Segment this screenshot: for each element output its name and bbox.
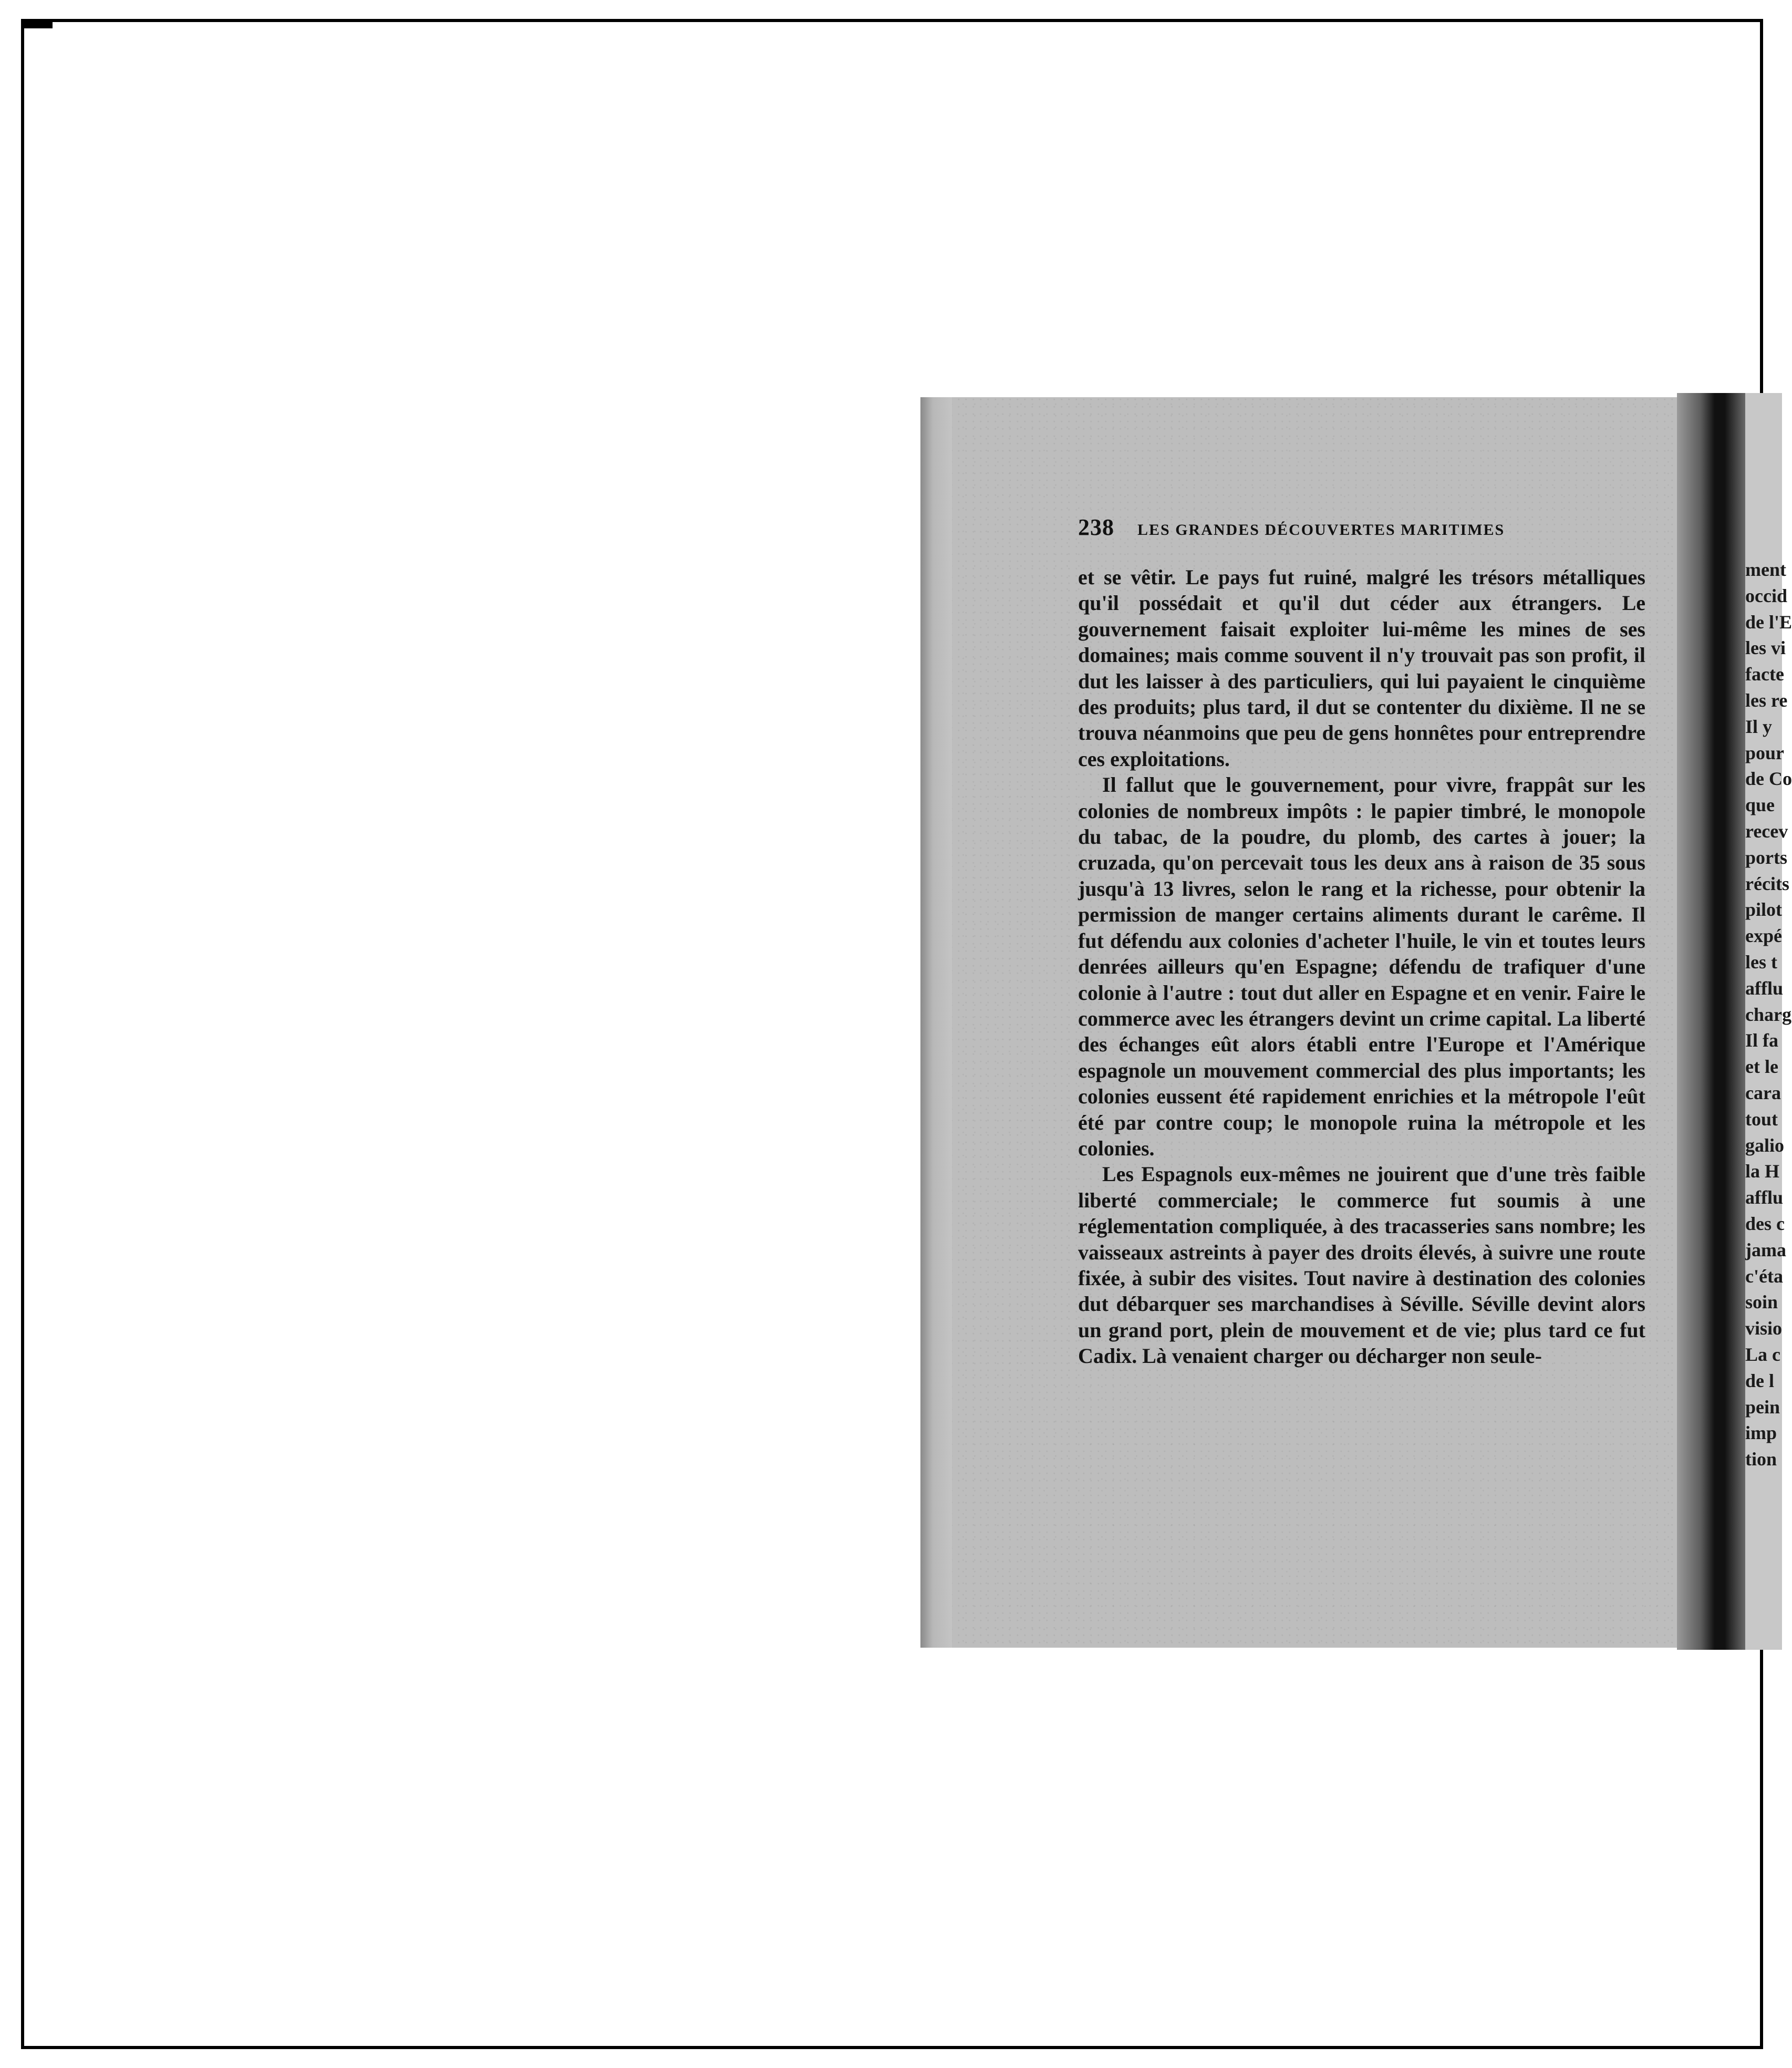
body-text [1078, 564, 1645, 1369]
running-head-title: LES GRANDES DÉCOUVERTES MARITIMES [1137, 521, 1505, 539]
right-page-line: pilot [1745, 899, 1783, 921]
right-page-line: des c [1745, 1213, 1785, 1234]
running-head [1078, 514, 1645, 541]
right-page-line: La c [1745, 1343, 1780, 1365]
left-page [920, 397, 1677, 1648]
right-page-line: et le [1745, 1056, 1778, 1078]
right-page-line: c'éta [1745, 1265, 1783, 1287]
paragraph: et se vêtir. Le pays fut ruiné, malgré les trésors métalliques qu'il possédait et qu'il dut céder aux étrangers. Le gouvernement faisait exploiter lui-même les mines de ses domaines; mais comme souvent il n'y trouvait pas son profit, il dut les laisser à des particuliers, qui lui payaient le cinquième des produits; plus tard, il dut se contenter du dixième. Il ne se trouva néanmoins que peu de gens honnêtes pour entreprendre ces exploitations. [1078, 565, 1645, 771]
book-spread [920, 393, 1792, 1650]
right-page-line: galio [1745, 1134, 1785, 1156]
right-page-line: afflu [1745, 1187, 1783, 1208]
right-page-line: occid [1745, 585, 1787, 606]
right-page-line: expé [1745, 925, 1782, 947]
right-page-line: Il y [1745, 716, 1773, 737]
right-page-line: Il fa [1745, 1030, 1778, 1051]
paragraph: Il fallut que le gouvernement, pour vivre, frappât sur les colonies de nombreux impôts : le papier timbré, le monopole du tabac, de la poudre, du plomb, des cartes à jouer; la cruzada, qu'on percevait tous les deux ans à raison de 35 sous jusqu'à 13 livres, selon le rang et la richesse, pour obtenir la permission de manger certains aliments durant le carême. Il fut défendu aux colonies d'acheter l'huile, le vin et toutes leurs denrées ailleurs qu'en Espagne; défendu de trafiquer d'une colonie à l'autre : tout dut aller en Espagne et en venir. Faire le commerce avec les étrangers devint un crime capital. La liberté des échanges eût alors établi entre l'Europe et l'Amérique espagnole un mouvement commercial des plus importants; les colonies eussent été rapidement enrichies et la métropole l'eût été par contre coup; le monopole ruina la métropole et les colonies. [1078, 773, 1645, 1160]
right-page-line: recev [1745, 820, 1788, 842]
right-page-line: ment [1745, 559, 1786, 580]
right-page-line: les re [1745, 689, 1788, 711]
right-page-line: facte [1745, 664, 1784, 685]
right-page-line: soin [1745, 1291, 1778, 1313]
right-page-line: charg [1745, 1004, 1791, 1025]
right-page-line: de l [1745, 1370, 1775, 1391]
right-page-line: cara [1745, 1082, 1781, 1103]
right-page-line: ports [1745, 846, 1787, 868]
right-page-edge [1745, 393, 1792, 1650]
right-page-line: tout [1745, 1108, 1778, 1130]
right-page-line: visio [1745, 1318, 1783, 1339]
right-page-line: de l'E [1745, 611, 1792, 633]
page-number: 238 [1078, 514, 1114, 540]
right-page-line: récits [1745, 873, 1789, 894]
book-gutter [1677, 393, 1745, 1650]
right-page-line: pein [1745, 1396, 1780, 1418]
right-page-line: jama [1745, 1239, 1786, 1260]
right-page-line: de Co [1745, 768, 1792, 790]
frame-corner-mark [21, 19, 53, 28]
right-page-text-fragments [1745, 557, 1792, 1473]
right-page-line: les t [1745, 951, 1777, 973]
right-page-line: que [1745, 794, 1775, 816]
right-page-line: afflu [1745, 977, 1783, 999]
right-page-line: pour [1745, 742, 1785, 763]
paragraph: Les Espagnols eux-mêmes ne jouirent que d'une très faible liberté commerciale; le commerce fut soumis à une réglementation compliquée, à des tracasseries sans nombre; les vaisseaux astreints à payer des droits élevés, à suivre une route fixée, à subir des visites. Tout navire à destination des colonies dut débarquer ses marchandises à Séville. Séville devint alors un grand port, plein de mouvement et de vie; plus tard ce fut Cadix. Là venaient charger ou décharger non seule- [1078, 1162, 1645, 1368]
right-page-line: la H [1745, 1161, 1780, 1182]
right-page-line: tion [1745, 1449, 1777, 1470]
right-page-line: les vi [1745, 637, 1786, 659]
page-edge-shadow [920, 397, 952, 1648]
right-page-line: imp [1745, 1422, 1777, 1444]
